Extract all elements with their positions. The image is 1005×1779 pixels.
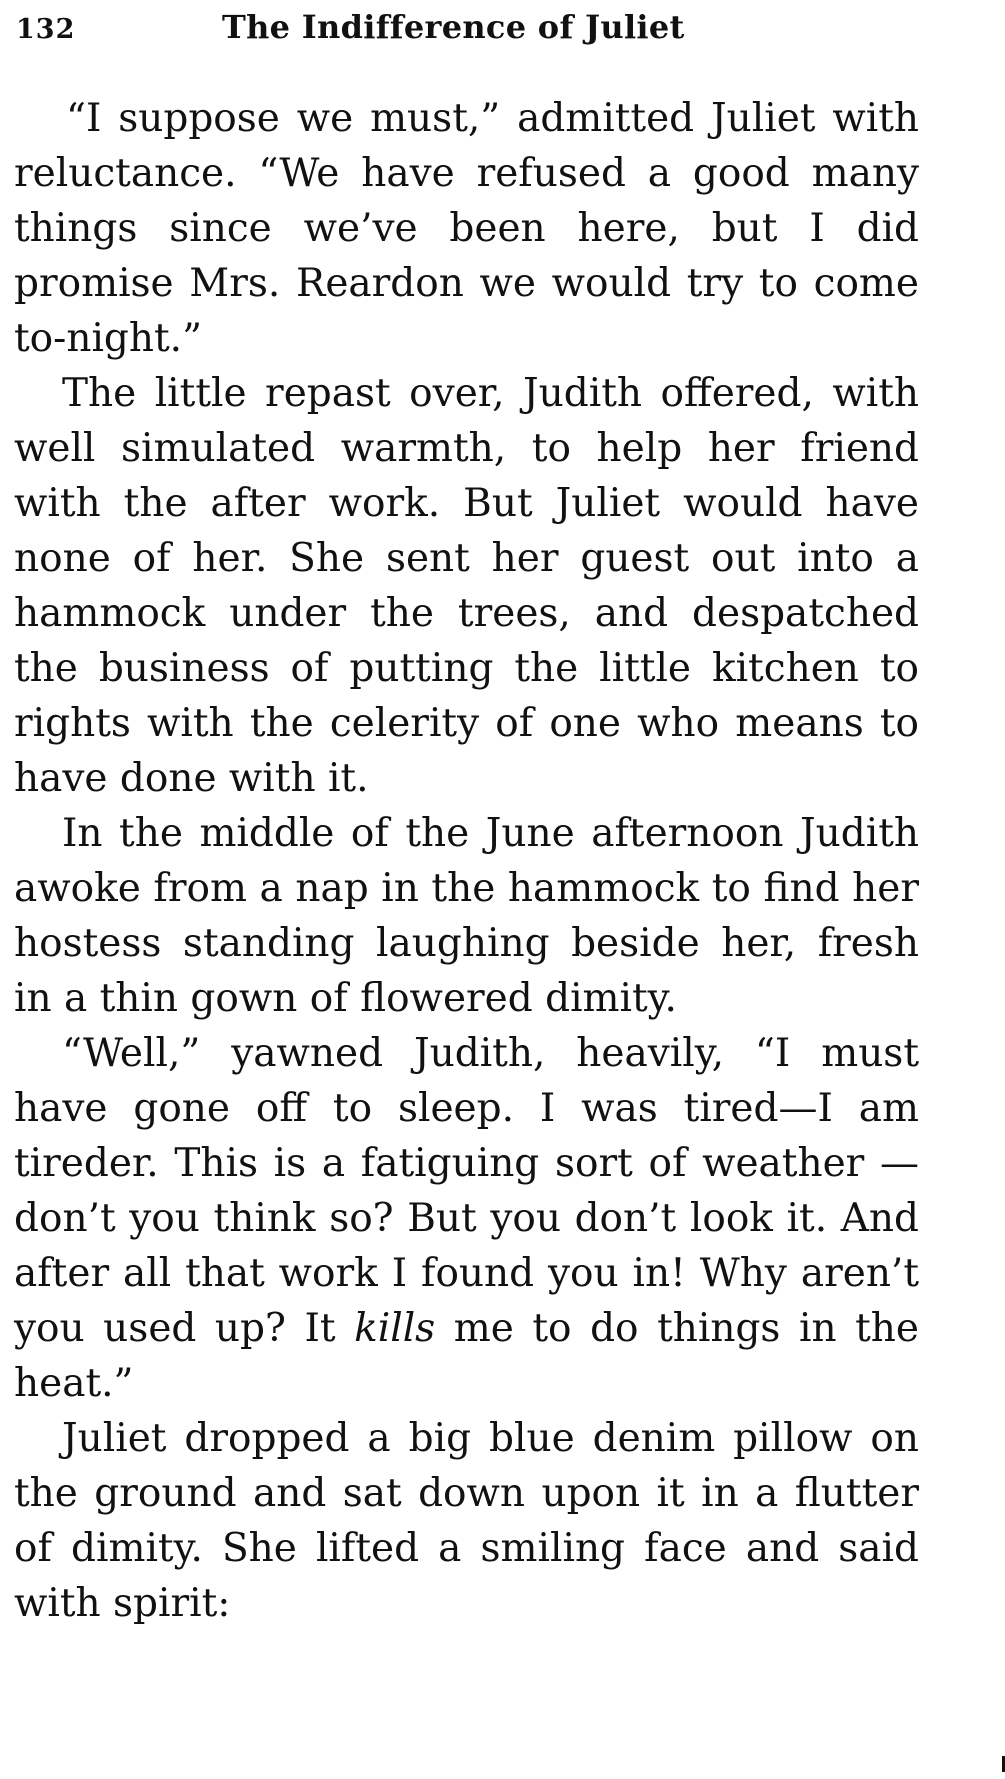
running-head — [14, 0, 919, 58]
running-title: The Indifference of Juliet — [222, 8, 685, 46]
body-text — [14, 91, 919, 1631]
paragraph: “I suppose we must,” admitted Juliet with reluctance. “We have refused a good many things since we’ve been here, but I did promise Mrs. Reardon we would try to come to-night.” — [14, 96, 919, 361]
paragraph: In the middle of the June afternoon Judith awoke from a nap in the hammock to find her hostess standing laughing beside her, fresh in a thin gown of flowered dimity. — [14, 811, 919, 1021]
paragraph: Juliet dropped a big blue denim pillow on the ground and sat down upon it in a flutter of dimity. She lifted a smiling face and said with spirit: — [14, 1416, 919, 1626]
page-number: 132 — [16, 14, 76, 45]
paragraph-text: me to do things in the heat.” — [14, 1306, 919, 1406]
paragraph — [14, 1026, 919, 1411]
paragraph-text: “Well,” yawned Judith, heavily, “I must have gone off to sleep. I was tired—I am tireder. This is a fatiguing sort of weather —don’t you think so? But you don’t look it. And after all that work I found you in! Why aren’t you used up? It — [14, 1031, 919, 1351]
italic-emphasis: kills — [354, 1306, 436, 1351]
paragraph: The little repast over, Judith offered, with well simulated warmth, to help her friend with the after work. But Juliet would have none of her. She sent her guest out into a hammock under the trees, and despatched the business of putting the little kitchen to rights with the celerity of one who means to have done with it. — [14, 371, 919, 801]
book-page — [14, 0, 919, 1631]
